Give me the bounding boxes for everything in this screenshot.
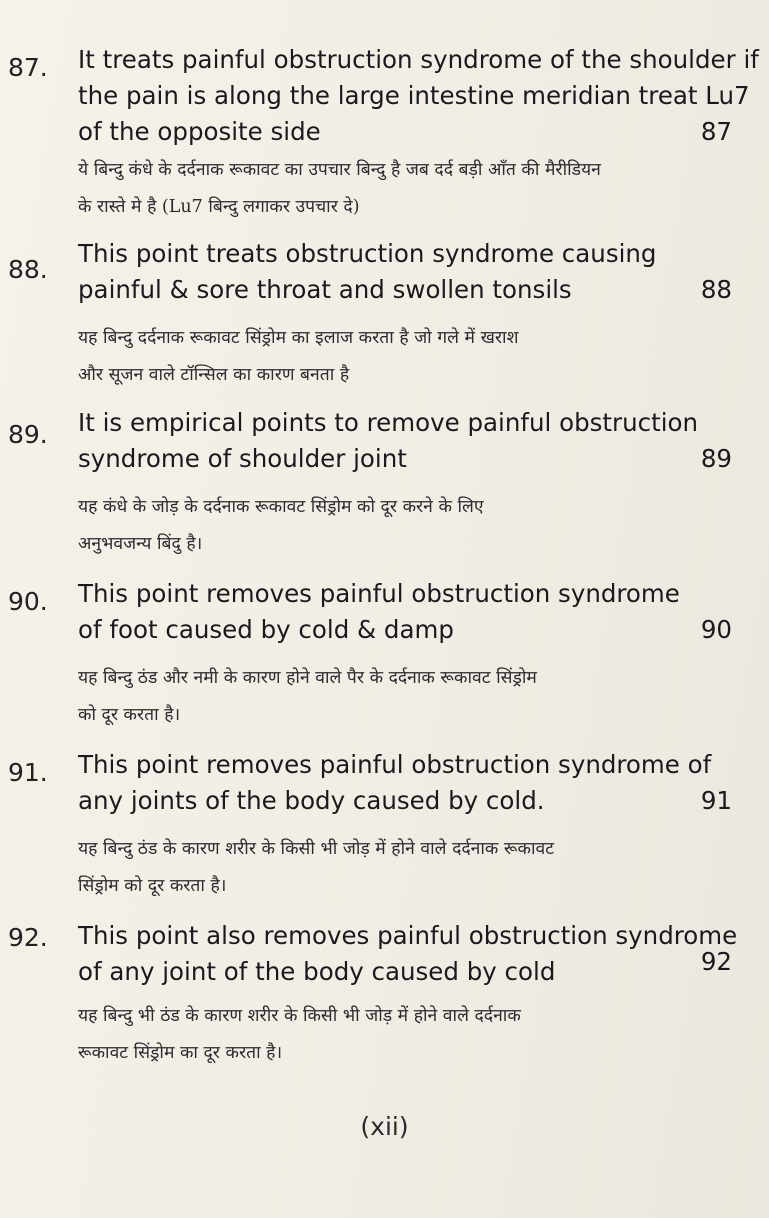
english-text [78,576,732,648]
hindi-line: और सूजन वाले टॉन्सिल का कारण बनता है [78,365,350,385]
hindi-text [78,489,738,563]
page-number: (xii) [360,1112,409,1141]
english-text [78,747,732,819]
english-line [78,947,732,990]
english-text [78,405,732,477]
entry-number: 91. [8,758,48,787]
hindi-text [78,660,738,734]
english-line-text: of foot caused by cold & damp [78,615,454,644]
entry-number: 90. [8,587,48,616]
hindi-line: ये बिन्दु कंधे के दर्दनाक रूकावट का उपचार बिन्दु है जब दर्द बड़ी आँत की मैरीडियन [78,160,601,180]
english-line: This point treats obstruction syndrome causing [78,239,657,268]
entry-number: 89. [8,420,48,449]
english-line-text: any joints of the body caused by cold. [78,786,545,815]
entry-number: 87. [8,53,48,82]
reference-number: 89 [700,444,732,473]
hindi-line: सिंड्रोम को दूर करता है। [78,876,227,896]
english-line: the pain is along the large intestine meridian treat Lu7 [78,81,750,110]
hindi-line: यह बिन्दु ठंड और नमी के कारण होने वाले पैर के दर्दनाक रूकावट सिंड्रोम [78,668,537,688]
english-line [78,441,732,477]
reference-number: 87 [700,117,732,146]
hindi-line: यह बिन्दु भी ठंड के कारण शरीर के किसी भी जोड़ में होने वाले दर्दनाक [78,1006,521,1026]
reference-number: 90 [700,615,732,644]
english-line-text: of any joint of the body caused by cold [78,957,556,986]
english-line-text: syndrome of shoulder joint [78,444,407,473]
reference-number: 91 [700,786,732,815]
hindi-line: रूकावट सिंड्रोम का दूर करता है। [78,1043,283,1063]
english-line: This point removes painful obstruction syndrome [78,579,680,608]
english-text [78,236,732,308]
english-line [78,612,732,648]
hindi-line: यह कंधे के जोड़ के दर्दनाक रूकावट सिंड्रोम को दूर करने के लिए [78,497,484,517]
english-line [78,783,732,819]
hindi-line: को दूर करता है। [78,705,181,725]
english-line: It treats painful obstruction syndrome of the shoulder if [78,45,759,74]
entry-number: 92. [8,923,48,952]
hindi-text [78,320,738,394]
hindi-line: यह बिन्दु दर्दनाक रूकावट सिंड्रोम का इलाज करता है जो गले में खराश [78,328,519,348]
english-line [78,114,732,150]
hindi-text [78,831,738,905]
hindi-line: यह बिन्दु ठंड के कारण शरीर के किसी भी जोड़ में होने वाले दर्दनाक रूकावट [78,839,555,859]
reference-number: 88 [700,275,732,304]
reference-number: 92 [700,947,732,976]
hindi-text [78,998,738,1072]
hindi-line: के रास्ते मे है (Lu7 बिन्दु लगाकर उपचार दे) [78,197,360,217]
english-line [78,272,732,308]
english-text [78,42,759,150]
hindi-text [78,152,738,226]
english-line: It is empirical points to remove painful obstruction [78,408,699,437]
english-line-text: painful & sore throat and swollen tonsils [78,275,572,304]
english-line: This point removes painful obstruction syndrome of [78,750,712,779]
english-line-text: of the opposite side [78,117,321,146]
english-text [78,918,738,990]
entry-number: 88. [8,255,48,284]
english-line: This point also removes painful obstruction syndrome [78,921,738,950]
hindi-line: अनुभवजन्य बिंदु है। [78,534,203,554]
